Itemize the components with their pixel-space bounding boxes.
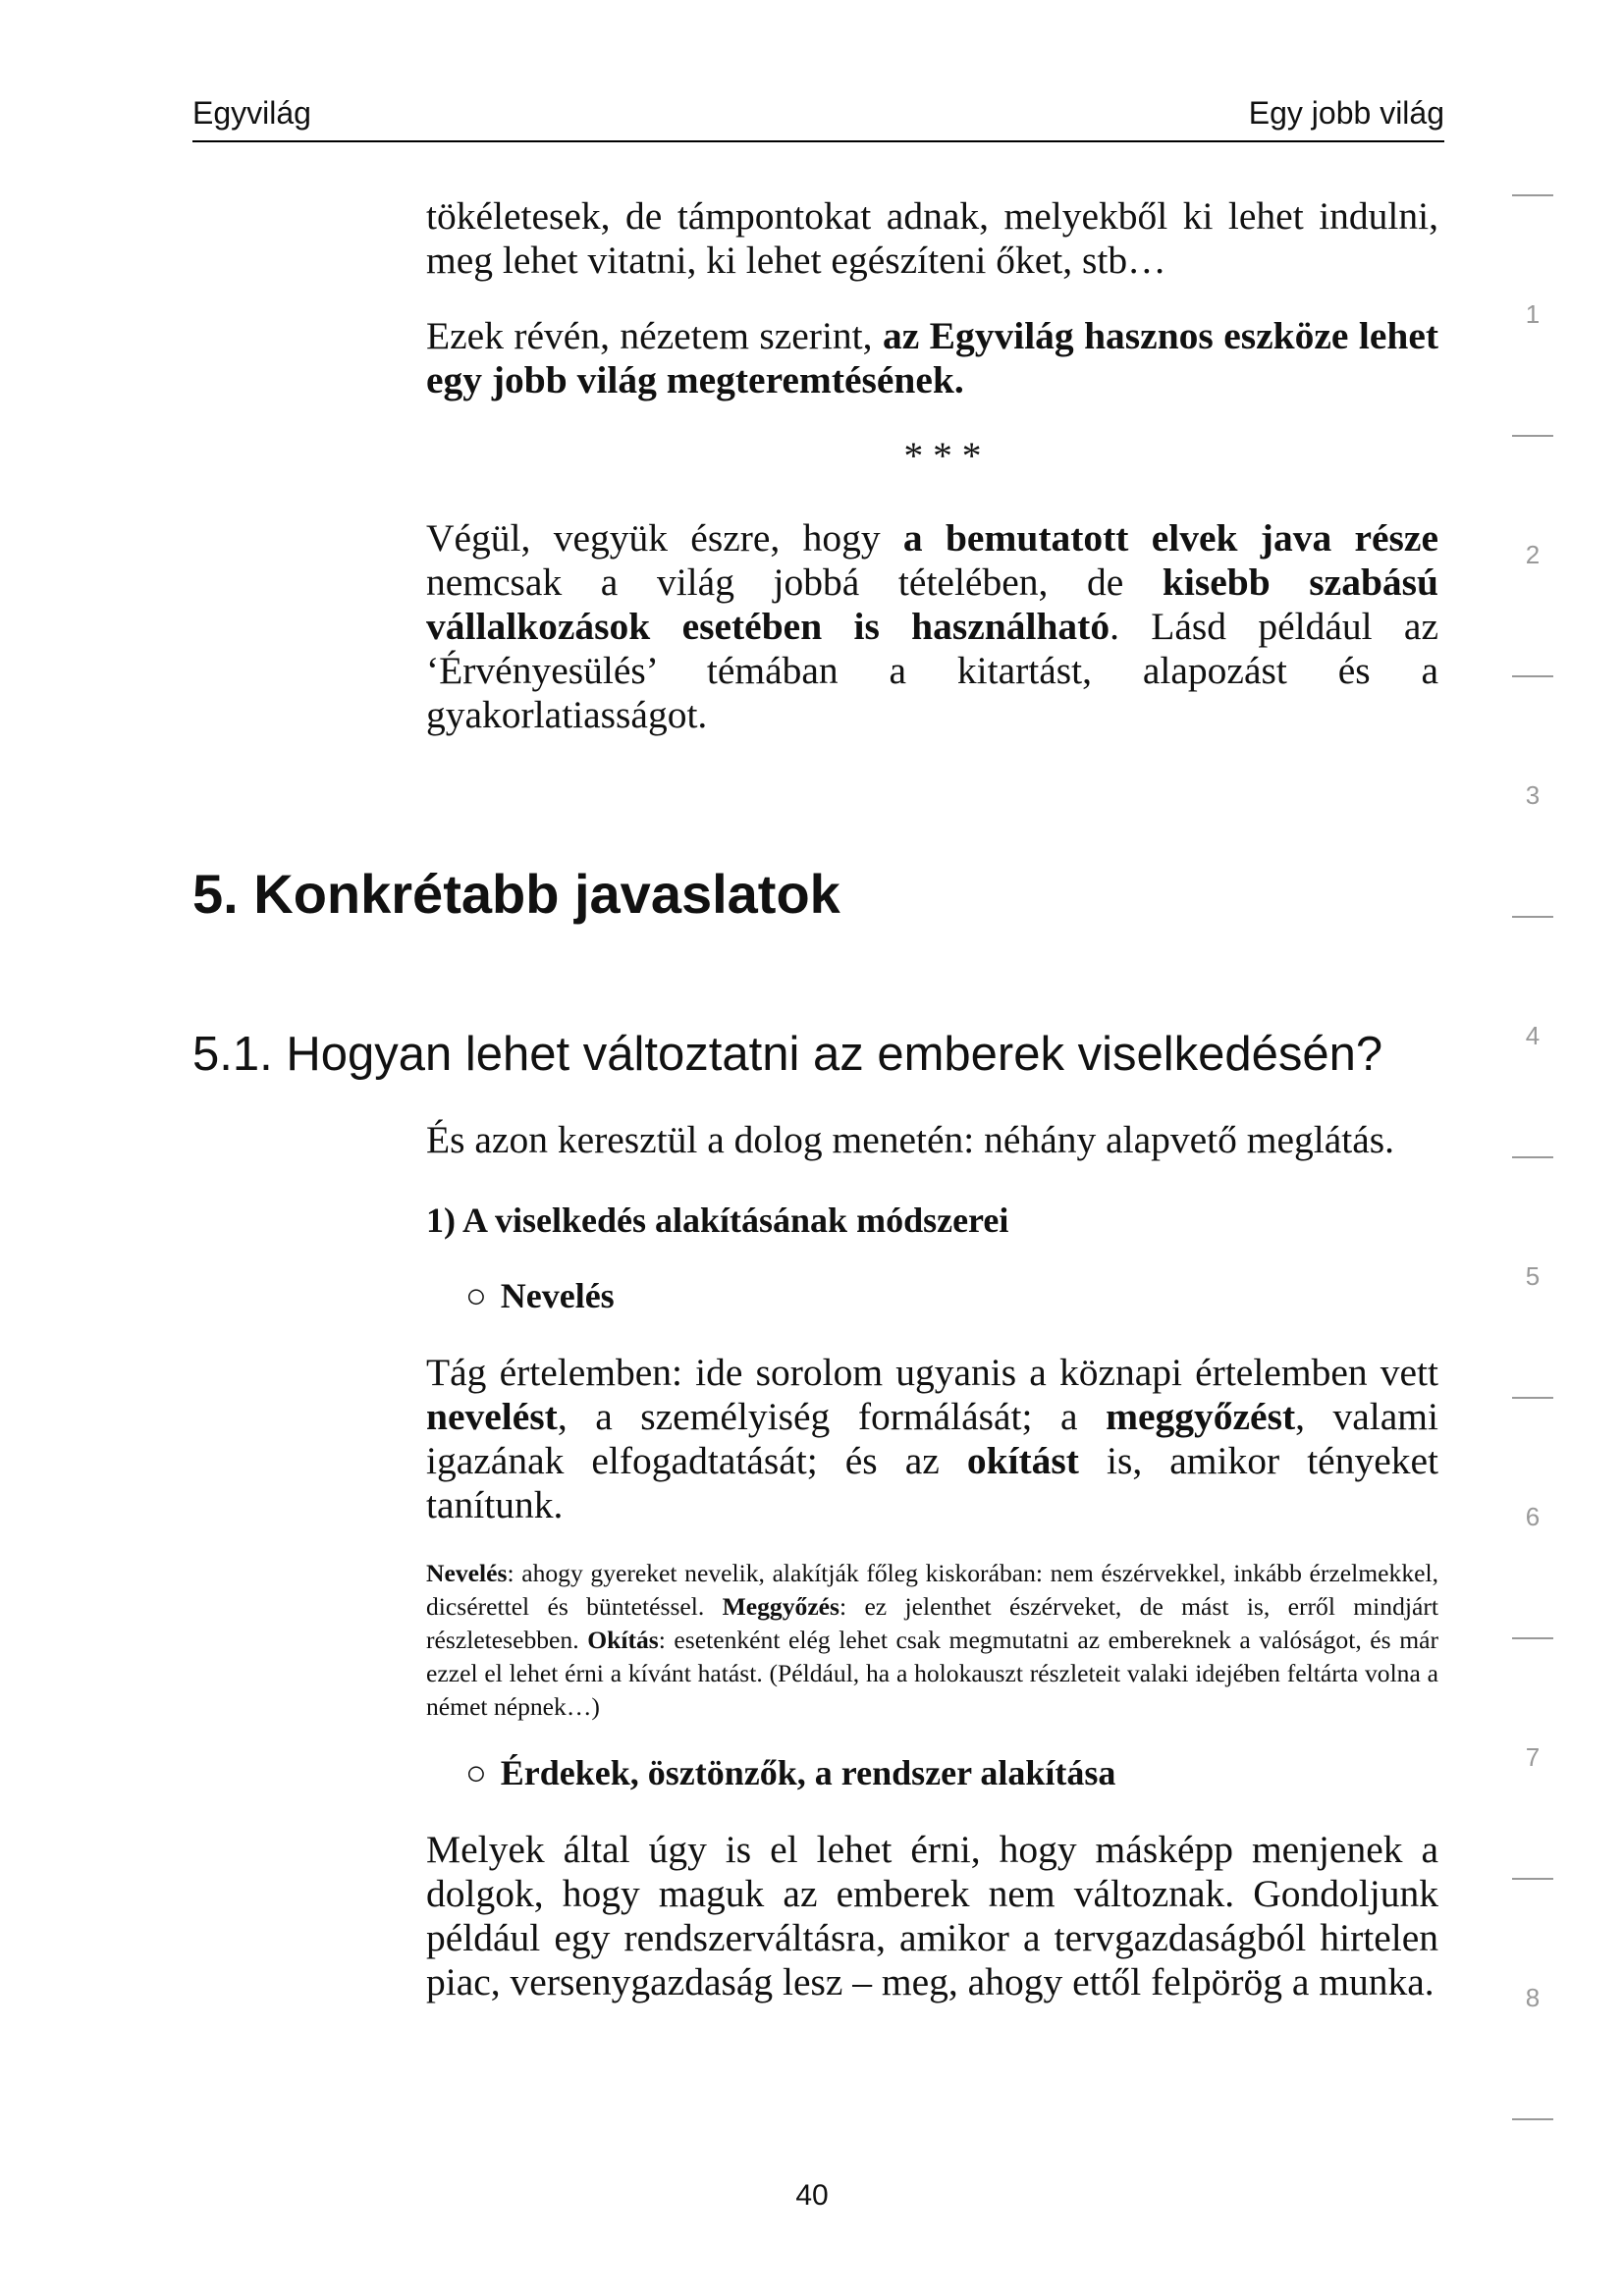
subsection-title: 5.1. Hogyan lehet változtatni az emberek viselkedésén? xyxy=(192,1028,1383,1081)
paragraph-4-bold-1: nevelést xyxy=(426,1395,558,1438)
margin-rule xyxy=(1512,435,1553,437)
margin-rule xyxy=(1512,1878,1553,1880)
margin-number: 1 xyxy=(1525,299,1541,329)
margin-number: 8 xyxy=(1525,1983,1541,2012)
paragraph-4-text-4: is, amikor tényeket tanítunk. xyxy=(426,1439,1438,1526)
paragraph-3-text-3: . Lásd például az ‘Érvényesülés’ témában a kitartást, alapozást és a gyakorlatiasságot. xyxy=(426,605,1438,736)
margin-number: 3 xyxy=(1525,780,1541,810)
margin-number: 2 xyxy=(1525,540,1541,569)
bullet-circle-icon: ○ xyxy=(465,1276,487,1315)
paragraph-3 xyxy=(426,516,1438,737)
bullet-label: Nevelés xyxy=(500,1276,615,1315)
margin-rule xyxy=(1512,2118,1553,2120)
margin-number: 4 xyxy=(1525,1021,1541,1050)
margin-rule xyxy=(1512,1397,1553,1399)
bullet-label: Érdekek, ösztönzők, a rendszer alakítása xyxy=(500,1753,1116,1792)
bullet-nevelés xyxy=(465,1274,615,1317)
paragraph-3-bold-2: kisebb szabású vállalkozások esetében is használható xyxy=(426,561,1439,648)
note-text-1: : ahogy gyereket nevelik, alakítják főleg kiskorában: nem észérvekkel, inkább érzelmekkel, dicsérettel és büntetéssel. xyxy=(426,1559,1438,1621)
paragraph-4-text-2: , a személyiség formálását; a xyxy=(557,1395,1107,1438)
paragraph-4-bold-2: meggyőzést xyxy=(1106,1395,1296,1438)
page-number: 40 xyxy=(795,2179,829,2212)
paragraph-4-text-1: Tág értelemben: ide sorolom ugyanis a köznapi értelemben vett xyxy=(426,1351,1438,1394)
margin-number: 7 xyxy=(1525,1742,1541,1772)
paragraph-3-bold-1: a bemutatott elvek java része xyxy=(902,516,1438,560)
paragraph-2 xyxy=(426,314,1438,402)
footnote-paragraph xyxy=(426,1557,1438,1724)
bullet-circle-icon: ○ xyxy=(465,1753,487,1792)
paragraph-4 xyxy=(426,1351,1438,1527)
paragraph-3-text-2: nemcsak a világ jobbá tételében, de xyxy=(426,561,1163,604)
paragraph-4-text-3: , valami igazának elfogadtatását; és az xyxy=(426,1395,1438,1482)
subsection-intro: És azon keresztül a dolog menetén: néhány alapvető meglátás. xyxy=(426,1118,1395,1161)
margin-rule xyxy=(1512,916,1553,918)
paragraph-2-text: Ezek révén, nézetem szerint, xyxy=(426,314,883,357)
paragraph-2-bold: az Egyvilág hasznos eszköze lehet egy jobb világ megteremtésének. xyxy=(426,314,1439,401)
note-text-3: : esetenként elég lehet csak megmutatni az embereknek a valóságot, és már ezzel el lehet érni a kívánt hatást. (Például, ha a holokauszt részleteit valaki idejében feltárta volna a német népnek…) xyxy=(426,1626,1438,1721)
margin-rule xyxy=(1512,1156,1553,1158)
margin-rule xyxy=(1512,1637,1553,1639)
header-left-title: Egyvilág xyxy=(192,95,311,131)
header-right-title: Egy jobb világ xyxy=(1248,95,1444,131)
section-title: 5. Konkrétabb javaslatok xyxy=(192,863,840,925)
note-text-2: : ez jelenthet észérveket, de mást is, erről mindjárt részletesebben. xyxy=(426,1592,1438,1654)
running-header xyxy=(192,95,1444,142)
note-bold-2: Meggyőzés xyxy=(722,1592,839,1621)
paragraph-5: Melyek által úgy is el lehet érni, hogy másképp menjenek a dolgok, hogy maguk az emberek nem változnak. Gondoljunk például egy rendszerváltásra, amikor a tervgazdaságból hirtelen piac, versenygazdaság lesz – meg, ahogy ettől felpörög a munka. xyxy=(426,1828,1438,2003)
note-bold-3: Okítás xyxy=(587,1626,659,1654)
paragraph-3-text-1: Végül, vegyük észre, hogy xyxy=(426,516,903,560)
margin-number: 6 xyxy=(1525,1502,1541,1531)
paragraph-1: tökéletesek, de támpontokat adnak, melyekből ki lehet indulni, meg lehet vitatni, ki lehet egészíteni őket, stb… xyxy=(426,194,1438,282)
list-heading: 1) A viselkedés alakításának módszerei xyxy=(426,1201,1009,1240)
section-separator: * * * xyxy=(903,434,982,477)
margin-rule xyxy=(1512,675,1553,677)
note-bold-1: Nevelés xyxy=(426,1559,508,1587)
bullet-érdekek xyxy=(465,1751,1115,1794)
margin-rule xyxy=(1512,194,1553,196)
paragraph-4-bold-3: okítást xyxy=(966,1439,1079,1482)
margin-number: 5 xyxy=(1525,1261,1541,1291)
